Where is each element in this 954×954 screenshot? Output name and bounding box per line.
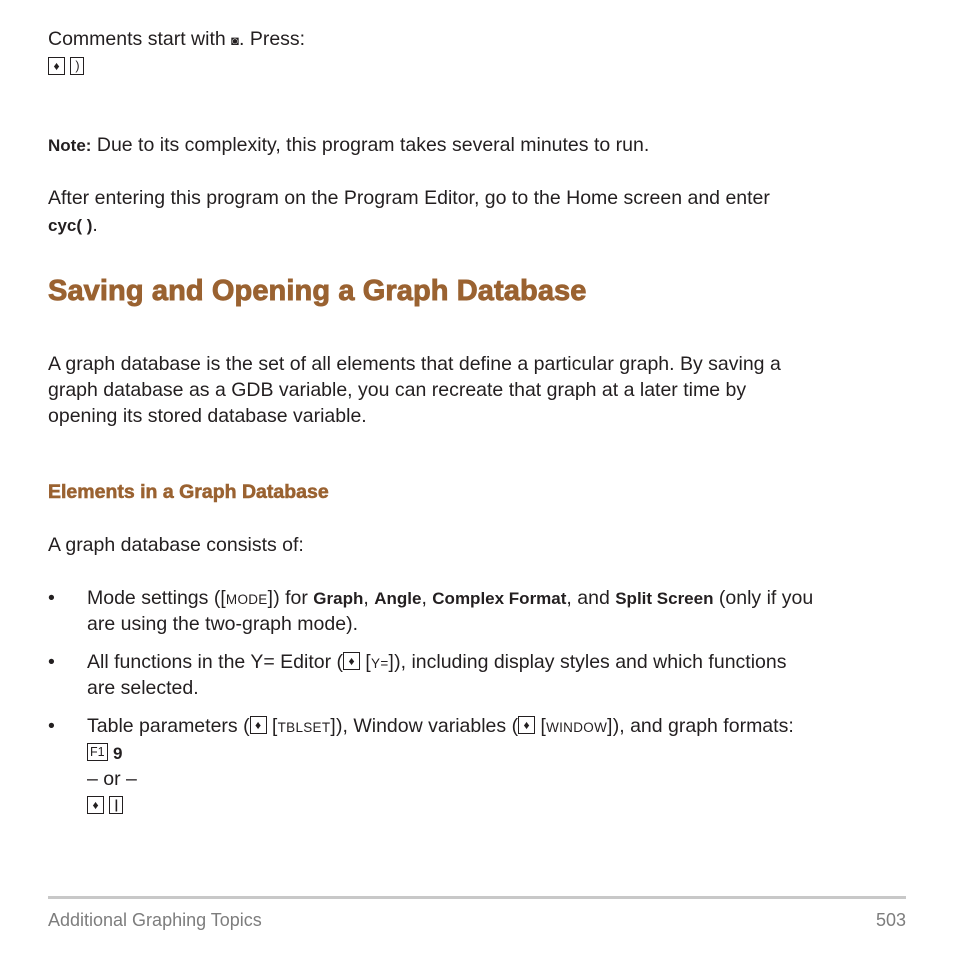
bullet-2-line-1 [87,649,786,677]
bracket: ] [330,716,337,737]
bullet-3-text: Table parameters ( [87,715,250,737]
y-equals-label: Y= [371,656,389,671]
footer-title: Additional Graphing Topics [48,910,262,930]
y-equals-key-icon [365,650,394,677]
note-label: Note: [48,136,92,155]
split-screen-term: Split Screen [615,589,714,608]
comma: , [421,587,433,609]
bracket: [ [365,652,372,673]
f1-keystroke-line [87,740,122,767]
note-paragraph [48,132,649,159]
bullet-1-text: Mode settings ( [87,587,221,609]
diamond-key-icon: ♦ [343,652,360,670]
bracket: [ [272,716,278,737]
comments-line [48,26,305,54]
nine-key-text: 9 [113,744,123,763]
bullet-1-tail: (only if you [713,587,814,609]
window-variables-text: ), Window variables ( [336,715,519,737]
f1-key-icon: F1 [87,743,108,761]
footer-rule [48,896,906,899]
diamond-key-icon: ♦ [48,57,65,75]
section-para-line-3: opening its stored database variable. [48,405,367,427]
bracket: [ [540,716,547,737]
comment-symbol-icon: ◙ [231,33,239,48]
comma: , [363,587,375,609]
bracket: ] [607,716,613,737]
complex-format-term: Complex Format [432,589,567,608]
bullet-1-for: ) for [273,587,314,609]
bracket: ] [388,652,395,673]
subsection-intro: A graph database consists of: [48,534,304,556]
section-para-line-1: A graph database is the set of all elements that define a particular graph. By saving a [48,353,781,375]
alt-keystroke-line [87,793,123,819]
cyc-period: . [92,214,98,236]
graph-term: Graph [313,589,364,608]
bullet-3-line-1 [87,713,794,741]
section-heading: Saving and Opening a Graph Database [48,275,587,307]
press-text: . Press: [239,28,306,50]
and-text: , and [566,587,616,609]
bullet-icon: • [48,587,55,609]
paren-key-icon: ) [70,57,84,75]
mode-key-label: MODE [225,592,268,607]
diamond-key-icon: ♦ [518,716,535,734]
after-entering-line: After entering this program on the Program Editor, go to the Home screen and enter [48,187,770,209]
cyc-line [48,212,98,239]
window-label: WINDOW [546,720,608,735]
cyc-code: cyc( ) [48,216,93,235]
window-key-icon [541,714,613,741]
graph-formats-text: ), and graph formats: [612,715,794,737]
diamond-key-icon: ♦ [250,716,267,734]
tblset-label: TBLSET [277,720,331,735]
comments-text: Comments start with [48,28,232,50]
bullet-icon: • [48,651,55,673]
note-text: Due to its complexity, this program takes several minutes to run. [91,134,650,156]
mode-key-icon: [MODE] [220,588,274,609]
bullet-icon: • [48,715,55,737]
angle-term: Angle [374,589,422,608]
bullet-2-line-2: are selected. [87,677,199,699]
pipe-key-icon: | [109,796,123,814]
bullet-2-text: All functions in the Y= Editor ( [87,651,343,673]
section-para-line-2: graph database as a GDB variable, you can recreate that graph at a later time by [48,379,747,401]
bullet-2-tail: ), including display styles and which functions [394,651,787,673]
bullet-1-line-2: are using the two-graph mode). [87,613,358,635]
comment-keystrokes [48,54,84,80]
page-number: 503 [875,910,906,930]
tblset-key-icon [272,714,336,741]
bullet-1-line-1 [87,585,813,613]
or-separator: – or – [87,768,137,790]
diamond-key-icon: ♦ [87,796,104,814]
subsection-heading: Elements in a Graph Database [48,481,329,503]
